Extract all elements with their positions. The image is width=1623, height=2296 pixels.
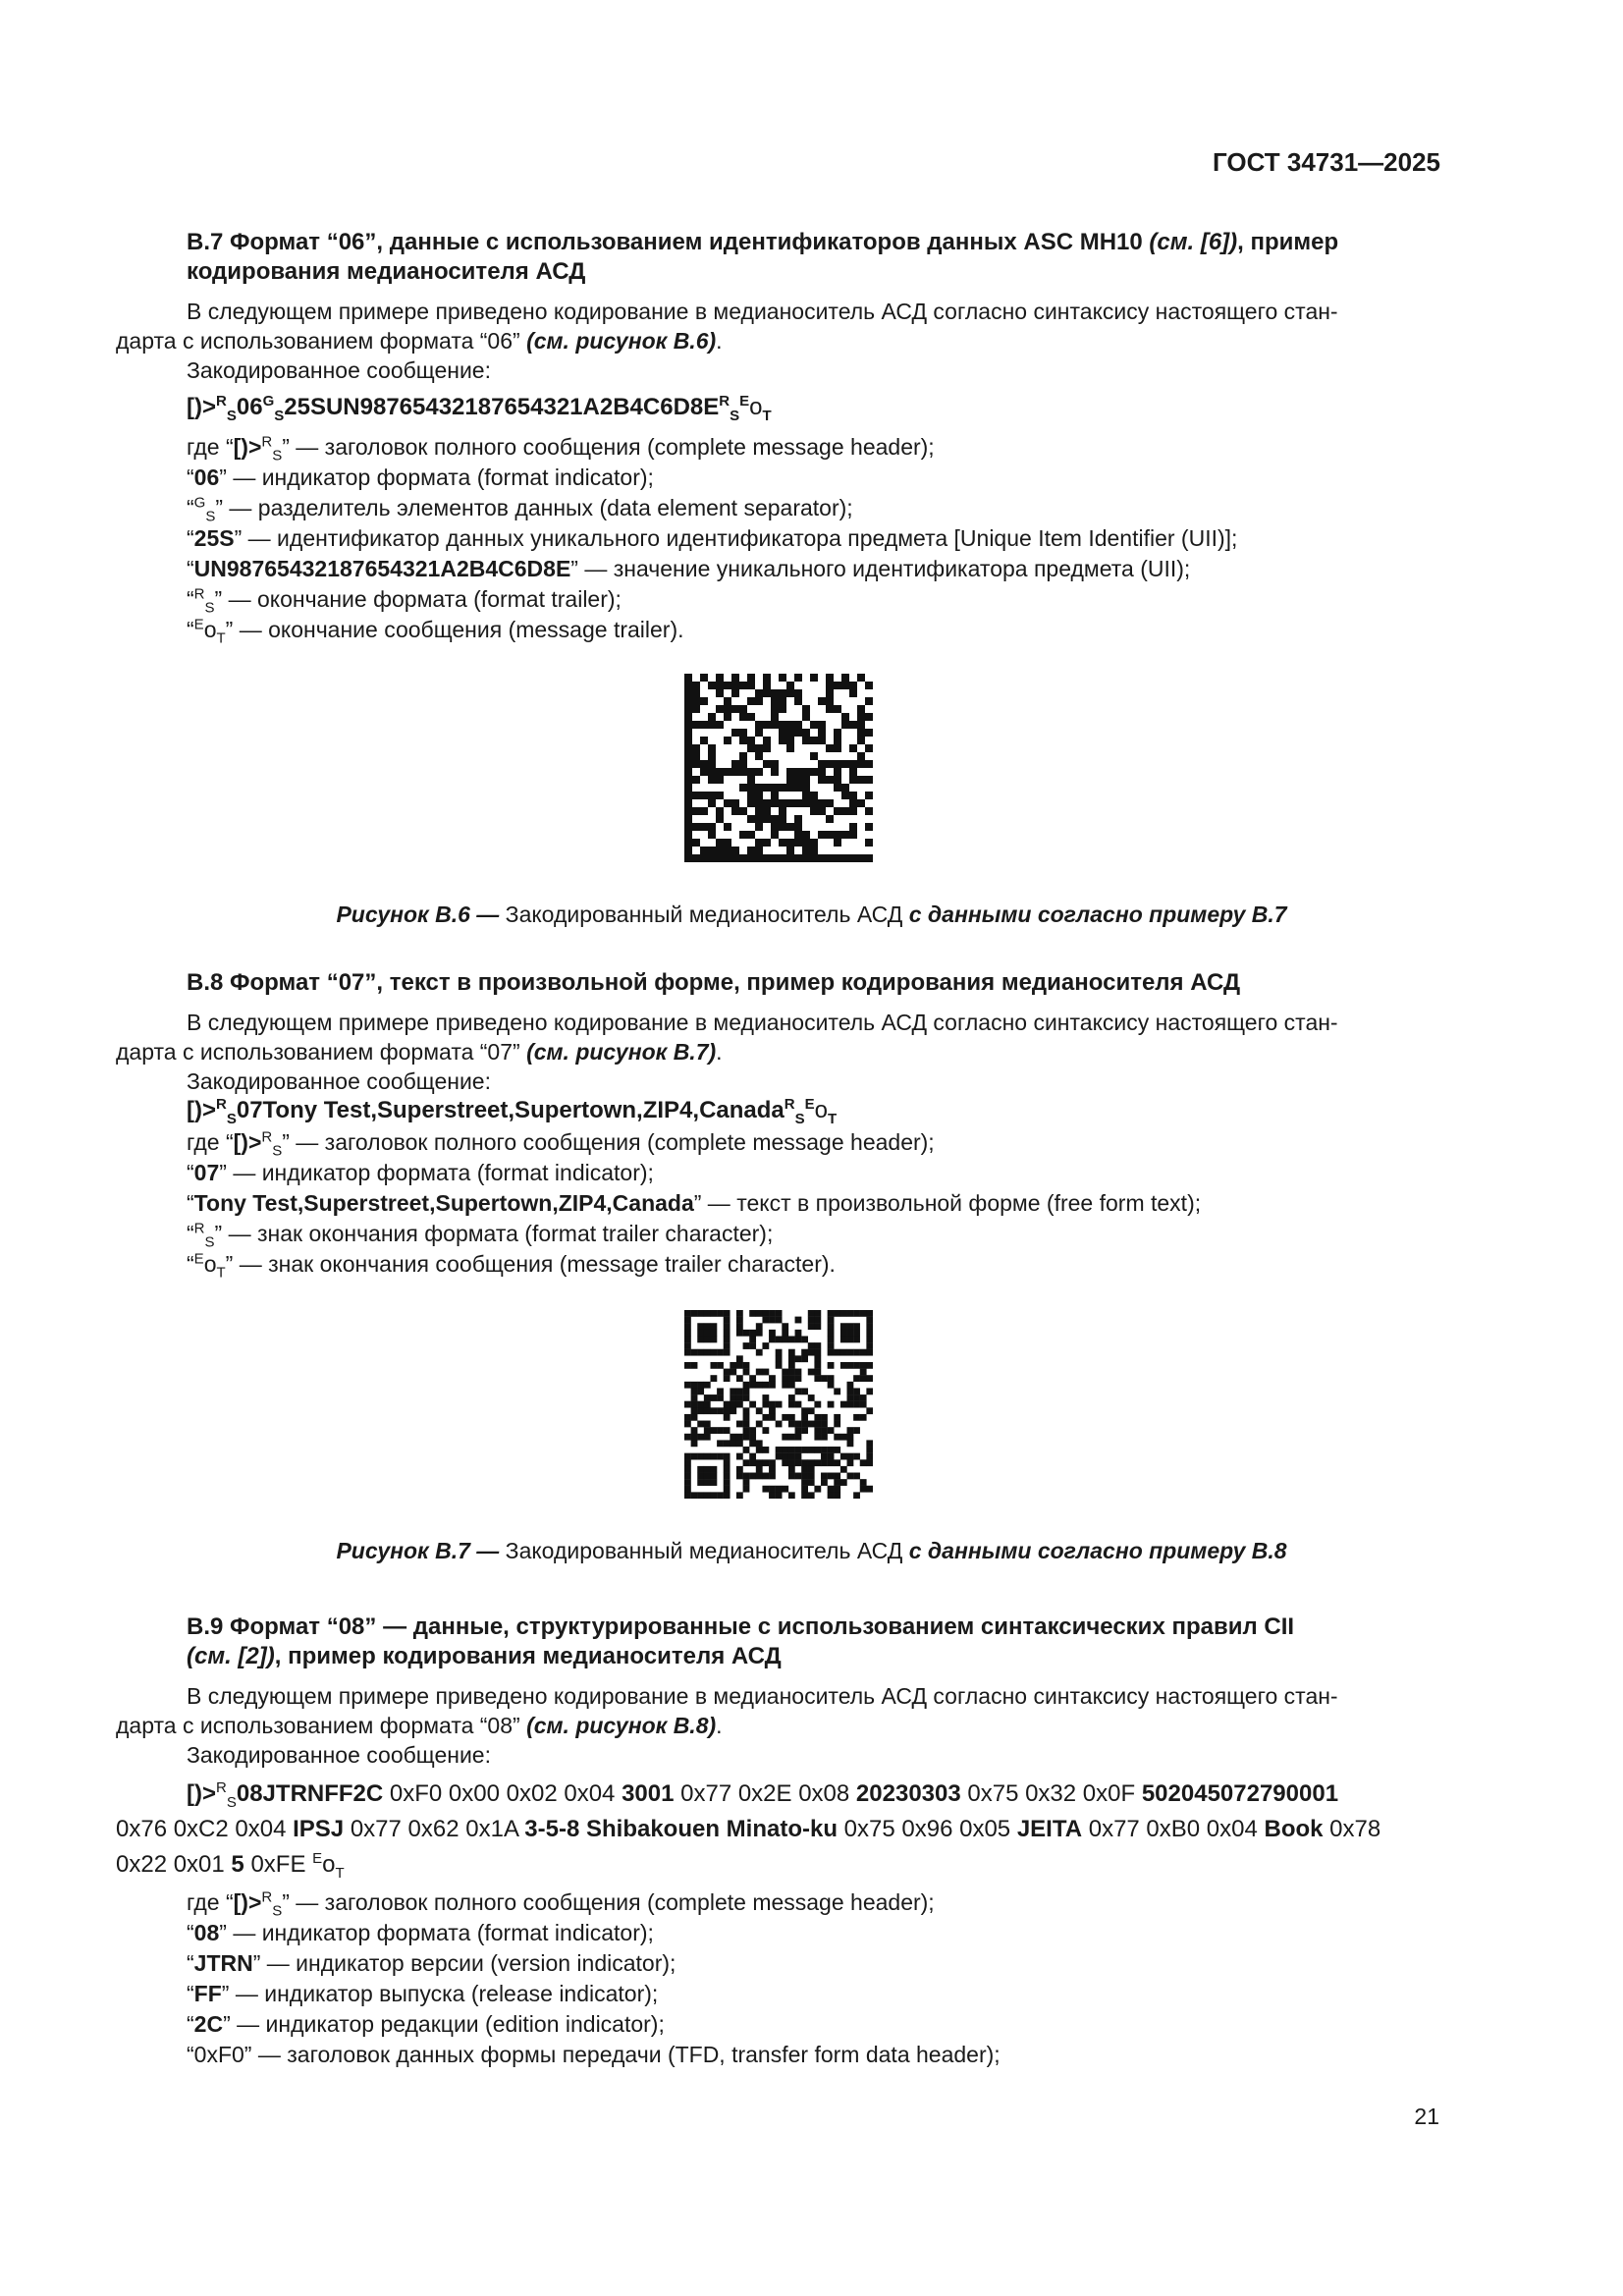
b7-def-data-id: “25S” — идентификатор данных уникального идентификатора предмета [Unique Item Identifier (UII)];: [187, 525, 1238, 551]
b8-def-message-trailer: “$^Eo_T$” — знак окончания сообщения (message trailer character).: [187, 1250, 836, 1282]
page-number: 21: [1414, 2104, 1439, 2129]
b8-def-header: где “[)>$^R_S$” — заголовок полного сообщения (complete message header);: [187, 1128, 935, 1160]
b9-encoded-message-line2: 0x76 0xC2 0x04 IPSJ 0x77 0x62 0x1A 3-5-8 Shibakouen Minato-ku 0x75 0x96 0x05 JEITA 0x77 0xB0 0x04 Book 0x78: [116, 1816, 1381, 1842]
b8-def-format-trailer: “$^R_S$” — знак окончания формата (format trailer character);: [187, 1220, 774, 1251]
section-b9-title: В.9 Формат “08” — данные, структурированные с использованием синтаксических правил CII: [187, 1613, 1295, 1640]
b7-intro-line2: дарта с использованием формата “06” (см. рисунок В.6).: [116, 328, 723, 354]
section-b8-title: В.8 Формат “07”, текст в произвольной форме, пример кодирования медианосителя АСД: [187, 969, 1241, 996]
b7-def-message-trailer: “$^Eo_T$” — окончание сообщения (message trailer).: [187, 616, 684, 647]
b9-def-header: где “[)>$^R_S$” — заголовок полного сообщения (complete message header);: [187, 1888, 935, 1920]
b9-def-edition: “2C” — индикатор редакции (edition indicator);: [187, 2011, 665, 2037]
b7-def-separator: “$^G_S$” — разделитель элементов данных (data element separator);: [187, 494, 853, 525]
section-b9-title-line2: (см. [2]), пример кодирования медианосителя АСД: [187, 1643, 782, 1669]
document-header: ГОСТ 34731—2025: [1213, 147, 1440, 177]
section-b7-title: В.7 Формат “06”, данные с использованием идентификаторов данных ASC MH10 (см. [6]), пример: [187, 229, 1339, 255]
b8-encoded-label: Закодированное сообщение:: [187, 1068, 491, 1094]
b8-def-free-text: “Tony Test,Superstreet,Supertown,ZIP4,Canada” — текст в произвольной форме (free form text);: [187, 1190, 1202, 1216]
b9-encoded-label: Закодированное сообщение:: [187, 1742, 491, 1768]
b8-def-format: “07” — индикатор формата (format indicator);: [187, 1160, 654, 1185]
b9-encoded-message-line1: [)>$^R_S$08JTRNFF2C 0xF0 0x00 0x02 0x04 3001 0x77 0x2E 0x08 20230303 0x75 0x32 0x0F 502045072790001: [187, 1779, 1339, 1811]
b9-intro-line2: дарта с использованием формата “08” (см. рисунок В.8).: [116, 1713, 723, 1738]
b7-def-format-trailer: “$^R_S$” — окончание формата (format trailer);: [187, 585, 622, 617]
datamatrix-barcode-image: [684, 674, 873, 862]
figure-b6-caption: Рисунок В.6 — Закодированный медианоситель АСД с данными согласно примеру В.7: [336, 902, 1287, 927]
b7-encoded-label: Закодированное сообщение:: [187, 357, 491, 383]
b7-encoded-message: $[)>^R_S06^G_S25SUN98765432187654321A2B4C6D8E^R_S^Eo_T$: [187, 393, 772, 424]
qr-code-image: [684, 1310, 873, 1499]
b9-def-format: “08” — индикатор формата (format indicator);: [187, 1920, 654, 1945]
b9-encoded-message-line3: 0x22 0x01 5 0xFE $^Eo_T$: [116, 1850, 345, 1882]
b8-intro: В следующем примере приведено кодирование в медианоситель АСД согласно синтаксису настоящего стан-: [187, 1010, 1338, 1035]
figure-b7-caption: Рисунок В.7 — Закодированный медианоситель АСД с данными согласно примеру В.8: [336, 1538, 1287, 1563]
b7-def-header: где “[)>$^R_S$” — заголовок полного сообщения (complete message header);: [187, 433, 935, 465]
b7-intro: В следующем примере приведено кодирование в медианоситель АСД согласно синтаксису настоящего стан-: [187, 299, 1338, 324]
b9-def-release: “FF” — индикатор выпуска (release indicator);: [187, 1981, 659, 2006]
section-b7-title-line2: кодирования медианосителя АСД: [187, 258, 586, 285]
b9-def-version: “JTRN” — индикатор версии (version indicator);: [187, 1950, 676, 1976]
b9-intro: В следующем примере приведено кодирование в медианоситель АСД согласно синтаксису настоящего стан-: [187, 1683, 1338, 1709]
b8-intro-line2: дарта с использованием формата “07” (см. рисунок В.7).: [116, 1039, 723, 1065]
b8-encoded-message: [)>$^R_S$07Tony $Test,Superstreet,Supertown,ZIP4,Canada^R_S^Eo_T$: [187, 1096, 838, 1127]
b7-def-uii-value: “UN98765432187654321A2B4C6D8E” — значение уникального идентификатора предмета (UII);: [187, 556, 1191, 581]
b7-def-format: “06” — индикатор формата (format indicator);: [187, 465, 654, 490]
b9-def-tfd-header: “0xF0” — заголовок данных формы передачи (TFD, transfer form data header);: [187, 2042, 1001, 2067]
